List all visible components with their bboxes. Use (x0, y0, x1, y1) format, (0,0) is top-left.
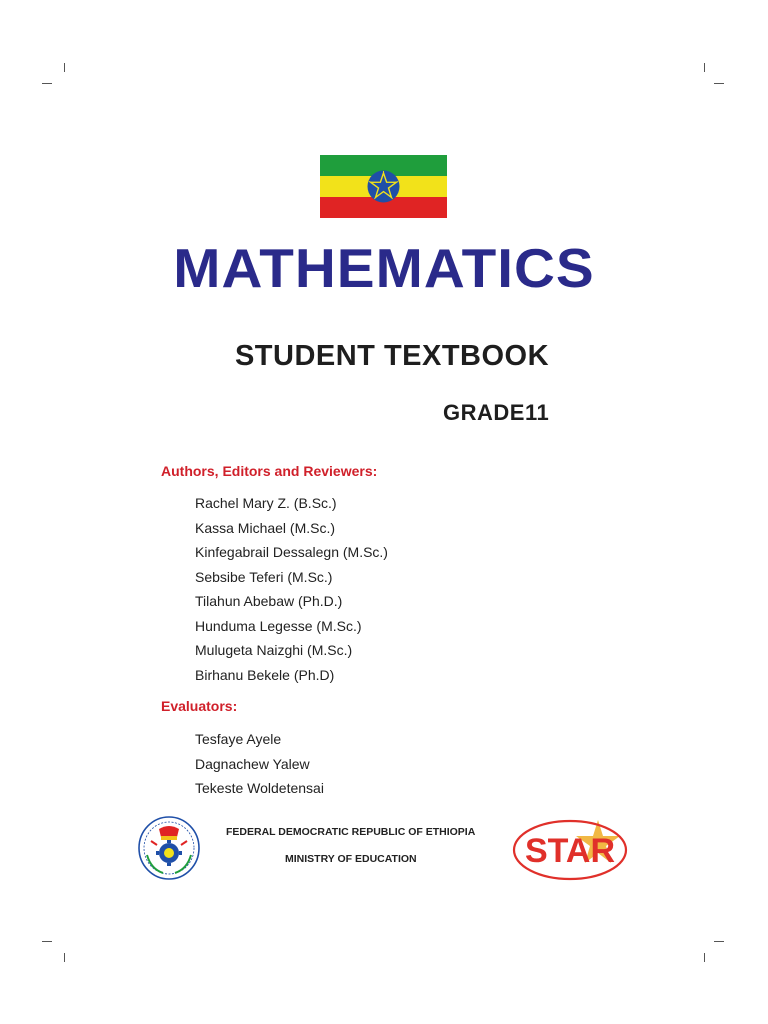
author-name: Sebsibe Teferi (M.Sc.) (195, 568, 333, 585)
book-title: MATHEMATICS (173, 237, 595, 299)
evaluators-heading: Evaluators: (161, 698, 238, 714)
org-line-federal: FEDERAL DEMOCRATIC REPUBLIC OF ETHIOPIA (226, 826, 476, 838)
crop-mark (64, 63, 65, 72)
crop-mark (42, 83, 52, 84)
author-name: Kinfegabrail Dessalegn (M.Sc.) (195, 544, 388, 560)
crop-mark (42, 941, 52, 942)
ministry-seal-icon (137, 815, 201, 881)
org-line-ministry: MINISTRY OF EDUCATION (285, 853, 417, 865)
crop-mark (704, 953, 705, 962)
author-name: Birhanu Bekele (Ph.D) (195, 666, 335, 683)
book-subtitle: STUDENT TEXTBOOK (234, 340, 550, 372)
crop-mark (714, 941, 724, 942)
author-name: Mulugeta Naizghi (M.Sc.) (195, 642, 353, 658)
crop-mark (714, 83, 724, 84)
evaluator-name: Tekeste Woldetensai (195, 780, 324, 796)
author-name: Kassa Michael (M.Sc.) (195, 519, 336, 536)
grade-label: GRADE11 (443, 400, 550, 425)
author-name: Rachel Mary Z. (B.Sc.) (195, 495, 337, 511)
crop-mark (704, 63, 705, 72)
authors-heading: Authors, Editors and Reviewers: (161, 463, 378, 479)
author-name: Hunduma Legesse (M.Sc.) (195, 617, 362, 634)
evaluator-name: Tesfaye Ayele (195, 731, 282, 747)
ethiopia-flag-icon (320, 155, 447, 218)
star-logo-icon (512, 818, 630, 882)
authors-list (195, 495, 388, 691)
crop-mark (64, 953, 65, 962)
star-logo-text: STAR (524, 832, 616, 870)
evaluator-name: Dagnachew Yalew (195, 755, 310, 772)
author-name: Tilahun Abebaw (Ph.D.) (195, 593, 343, 609)
evaluators-list (195, 731, 324, 805)
